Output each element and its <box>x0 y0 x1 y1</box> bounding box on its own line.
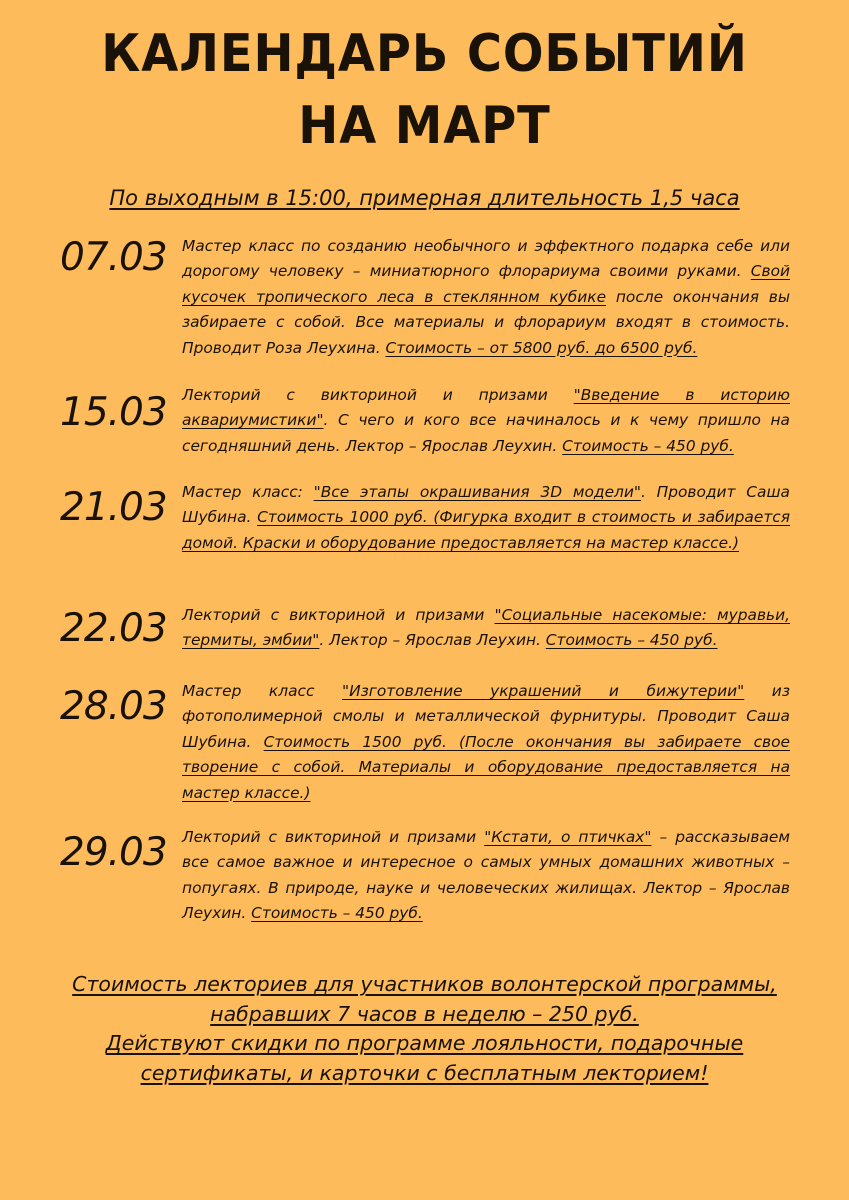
footer-line: Стоимость лекториев для участников волонтерской программы, <box>72 972 777 996</box>
event-price: Стоимость 1500 руб. (После окончания вы забираете свое творение с собой. Материалы и оборудование предоставляется на мастер классе.) <box>182 732 791 802</box>
event-text: . С чего и кого все начиналось и к чему пришло на сегодняшний день. Лектор – Ярослав Леухин. <box>182 411 790 455</box>
event-price: Стоимость – 450 руб. <box>562 436 734 455</box>
event-text: Лекторий с викториной и призами <box>182 606 495 624</box>
event-price: Стоимость – от 5800 руб. до 6500 руб. <box>385 338 698 357</box>
event-text: Лекторий с викториной и призами <box>182 386 574 404</box>
event-price: Стоимость 1000 руб. (Фигурка входит в стоимость и забирается домой. Краски и оборудование предоставляется на мастер классе.) <box>182 508 791 552</box>
event-description <box>182 480 790 556</box>
event-description <box>182 234 790 361</box>
footer-line: набравших 7 часов в неделю – 250 руб. <box>210 1001 639 1026</box>
event-text: Мастер класс: <box>182 483 314 501</box>
event-date: 28.03 <box>60 684 167 729</box>
title-line-2: НА МАРТ <box>298 96 551 156</box>
event-text: после окончания вы забираете с собой. Все материалы и флорариум входят в стоимость. Проводит Роза Леухина. <box>182 287 790 357</box>
event-date: 29.03 <box>60 830 167 875</box>
event-price: Стоимость – 450 руб. <box>251 904 423 923</box>
event-highlight: "Все этапы окрашивания 3D модели" <box>313 483 641 501</box>
event-highlight: "Кстати, о птичках" <box>484 828 652 846</box>
event-highlight: "Введение в историю аквариумистики" <box>182 386 790 430</box>
event-text: Мастер класс <box>182 682 342 700</box>
event-highlight: "Социальные насекомые: муравьи, термиты, эмбии" <box>182 606 790 650</box>
event-text: . Проводит Саша Шубина. <box>182 483 790 527</box>
page-title <box>34 18 815 162</box>
footer-line: сертификаты, и карточки с бесплатным лекторием! <box>140 1060 709 1085</box>
event-description <box>182 603 790 654</box>
event-date: 21.03 <box>60 485 167 530</box>
footer-note <box>40 970 809 1088</box>
event-text: – рассказываем все самое важное и интересное о самых умных домашних животных – попугаях. В природе, науке и человеческих жилищах. Лектор – Ярослав Леухин. <box>182 828 790 923</box>
event-text: Лекторий с викториной и призами <box>182 828 485 846</box>
event-text: . Лектор – Ярослав Леухин. <box>319 631 546 650</box>
footer-line: Действуют скидки по программе лояльности, подарочные <box>105 1031 744 1055</box>
event-date: 07.03 <box>60 235 167 280</box>
event-description <box>182 825 790 927</box>
event-description <box>182 383 790 459</box>
schedule-subtitle: По выходным в 15:00, примерная длительность 1,5 часа <box>109 186 740 210</box>
event-date: 15.03 <box>60 390 167 435</box>
event-highlight: Свой кусочек тропического леса в стеклянном кубике <box>182 262 790 306</box>
event-date: 22.03 <box>60 606 167 651</box>
event-description <box>182 679 790 806</box>
title-line-1: КАЛЕНДАРЬ СОБЫТИЙ <box>101 24 748 84</box>
event-highlight: "Изготовление украшений и бижутерии" <box>342 682 745 700</box>
event-text: из фотополимерной смолы и металлической фурнитуры. Проводит Саша Шубина. <box>182 682 790 751</box>
event-price: Стоимость – 450 руб. <box>545 631 718 650</box>
event-text: Мастер класс по созданию необычного и эффектного подарка себе или дорогому человеку – миниатюрного флорариума своими руками. <box>182 237 790 281</box>
